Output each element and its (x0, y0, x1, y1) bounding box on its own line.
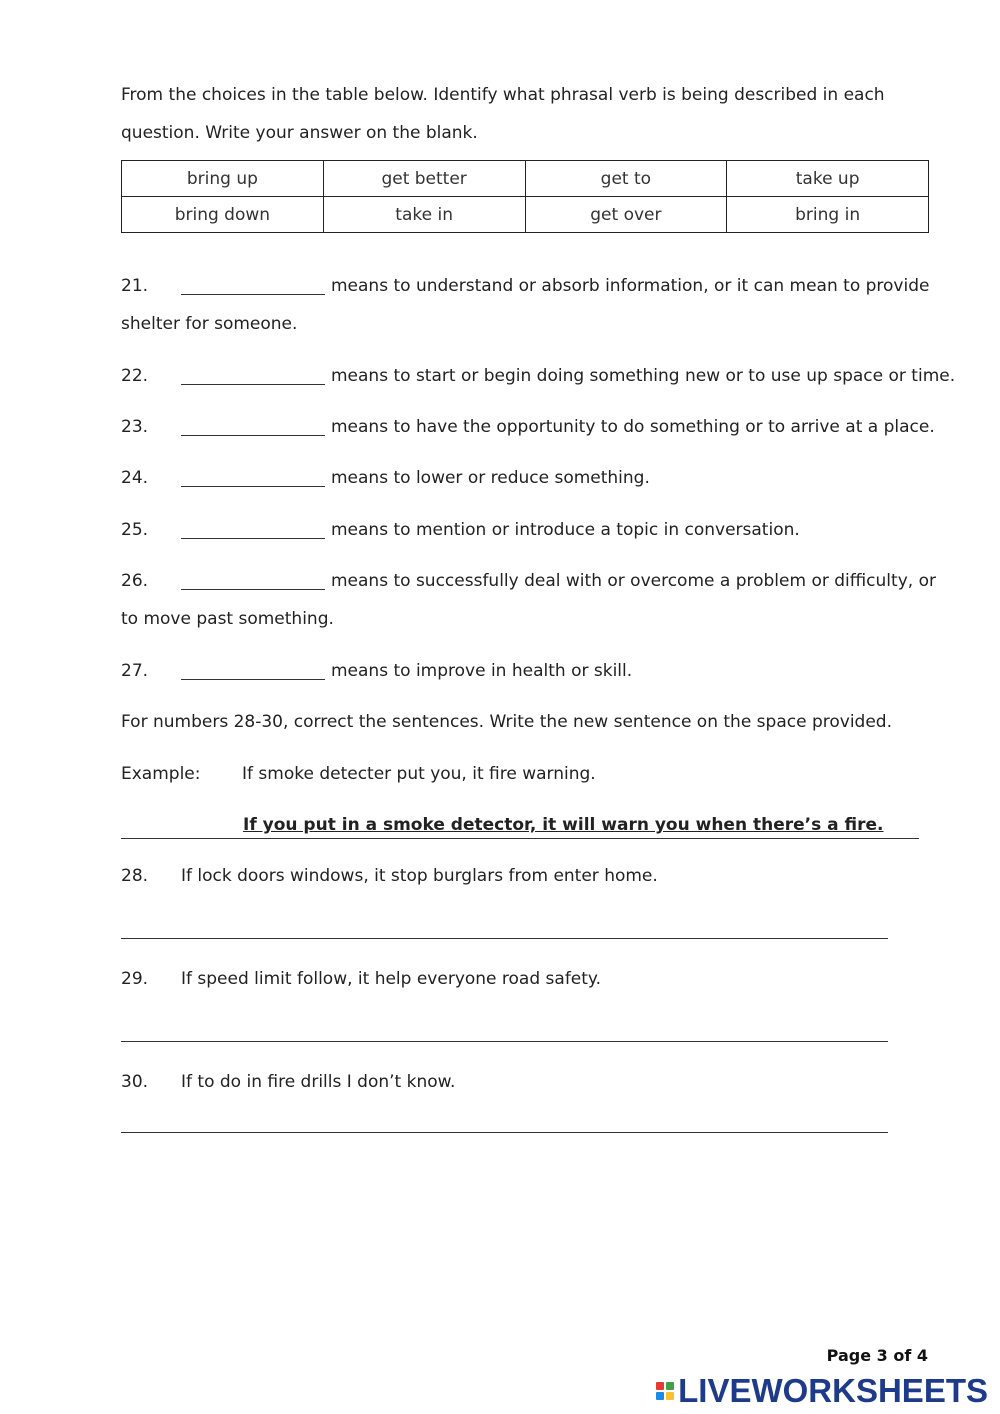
question-26 (121, 571, 936, 591)
liveworksheets-logo (656, 1372, 988, 1410)
choice-cell: bring up (122, 161, 324, 197)
correction-29 (121, 969, 601, 989)
choice-cell: get better (323, 161, 525, 197)
table-row (122, 197, 929, 233)
logo-squares-icon (656, 1382, 674, 1400)
logo-square (666, 1382, 674, 1390)
choice-cell: take in (323, 197, 525, 233)
question-number: 28. (121, 866, 149, 886)
question-text: means to lower or reduce something. (331, 468, 650, 488)
question-23 (121, 417, 935, 437)
answer-line-30[interactable] (121, 1132, 888, 1133)
question-text: means to improve in health or skill. (331, 661, 633, 681)
incorrect-sentence: If to do in fire drills I don’t know. (181, 1072, 456, 1092)
incorrect-sentence: If lock doors windows, it stop burglars from enter home. (181, 866, 658, 886)
question-number: 26. (121, 571, 149, 591)
question-number: 24. (121, 468, 149, 488)
logo-square (666, 1392, 674, 1400)
question-text-continued: shelter for someone. (121, 314, 298, 334)
table-row (122, 161, 929, 197)
question-text-continued: to move past something. (121, 609, 334, 629)
correction-28 (121, 866, 658, 886)
section2-instructions: For numbers 28-30, correct the sentences. Write the new sentence on the space provided. (121, 712, 892, 732)
answer-blank[interactable] (181, 276, 325, 295)
answer-blank[interactable] (181, 366, 325, 385)
question-number: 21. (121, 276, 149, 296)
question-24 (121, 468, 650, 488)
brand-name: LIVEWORKSHEETS (678, 1372, 988, 1409)
correction-30 (121, 1072, 455, 1092)
logo-square (656, 1382, 664, 1390)
instructions: From the choices in the table below. Identify what phrasal verb is being described in each question. Write your answer on the blank. (121, 85, 885, 143)
question-text: means to successfully deal with or overcome a problem or difficulty, or (331, 571, 936, 591)
question-text: means to start or begin doing something new or to use up space or time. (331, 366, 956, 386)
answer-blank[interactable] (181, 520, 325, 539)
question-text: means to mention or introduce a topic in conversation. (331, 520, 800, 540)
question-number: 29. (121, 969, 149, 989)
question-text: means to understand or absorb information, or it can mean to provide (331, 276, 930, 296)
answer-line-28[interactable] (121, 938, 888, 939)
page-number: Page 3 of 4 (826, 1346, 928, 1365)
question-21 (121, 276, 929, 296)
answer-blank[interactable] (181, 661, 325, 680)
example-answer (121, 815, 919, 839)
answer-line (121, 838, 919, 839)
question-number: 25. (121, 520, 149, 540)
choice-cell: get over (525, 197, 727, 233)
answer-line-29[interactable] (121, 1041, 888, 1042)
choice-cell: bring in (727, 197, 929, 233)
incorrect-sentence: If speed limit follow, it help everyone road safety. (181, 969, 601, 989)
question-25 (121, 520, 800, 540)
question-27 (121, 661, 632, 681)
question-number: 30. (121, 1072, 149, 1092)
example-answer-text: If you put in a smoke detector, it will warn you when there’s a fire. (243, 815, 884, 835)
question-number: 23. (121, 417, 149, 437)
choice-cell: bring down (122, 197, 324, 233)
choice-cell: take up (727, 161, 929, 197)
question-number: 22. (121, 366, 149, 386)
answer-blank[interactable] (181, 417, 325, 436)
example-row (121, 764, 596, 784)
logo-square (656, 1392, 664, 1400)
answer-blank[interactable] (181, 571, 325, 590)
example-label: Example: (121, 764, 201, 784)
question-number: 27. (121, 661, 149, 681)
choices-table (121, 160, 929, 233)
answer-blank[interactable] (181, 468, 325, 487)
example-sentence: If smoke detecter put you, it fire warning. (242, 764, 596, 784)
choice-cell: get to (525, 161, 727, 197)
question-22 (121, 366, 955, 386)
question-text: means to have the opportunity to do something or to arrive at a place. (331, 417, 935, 437)
